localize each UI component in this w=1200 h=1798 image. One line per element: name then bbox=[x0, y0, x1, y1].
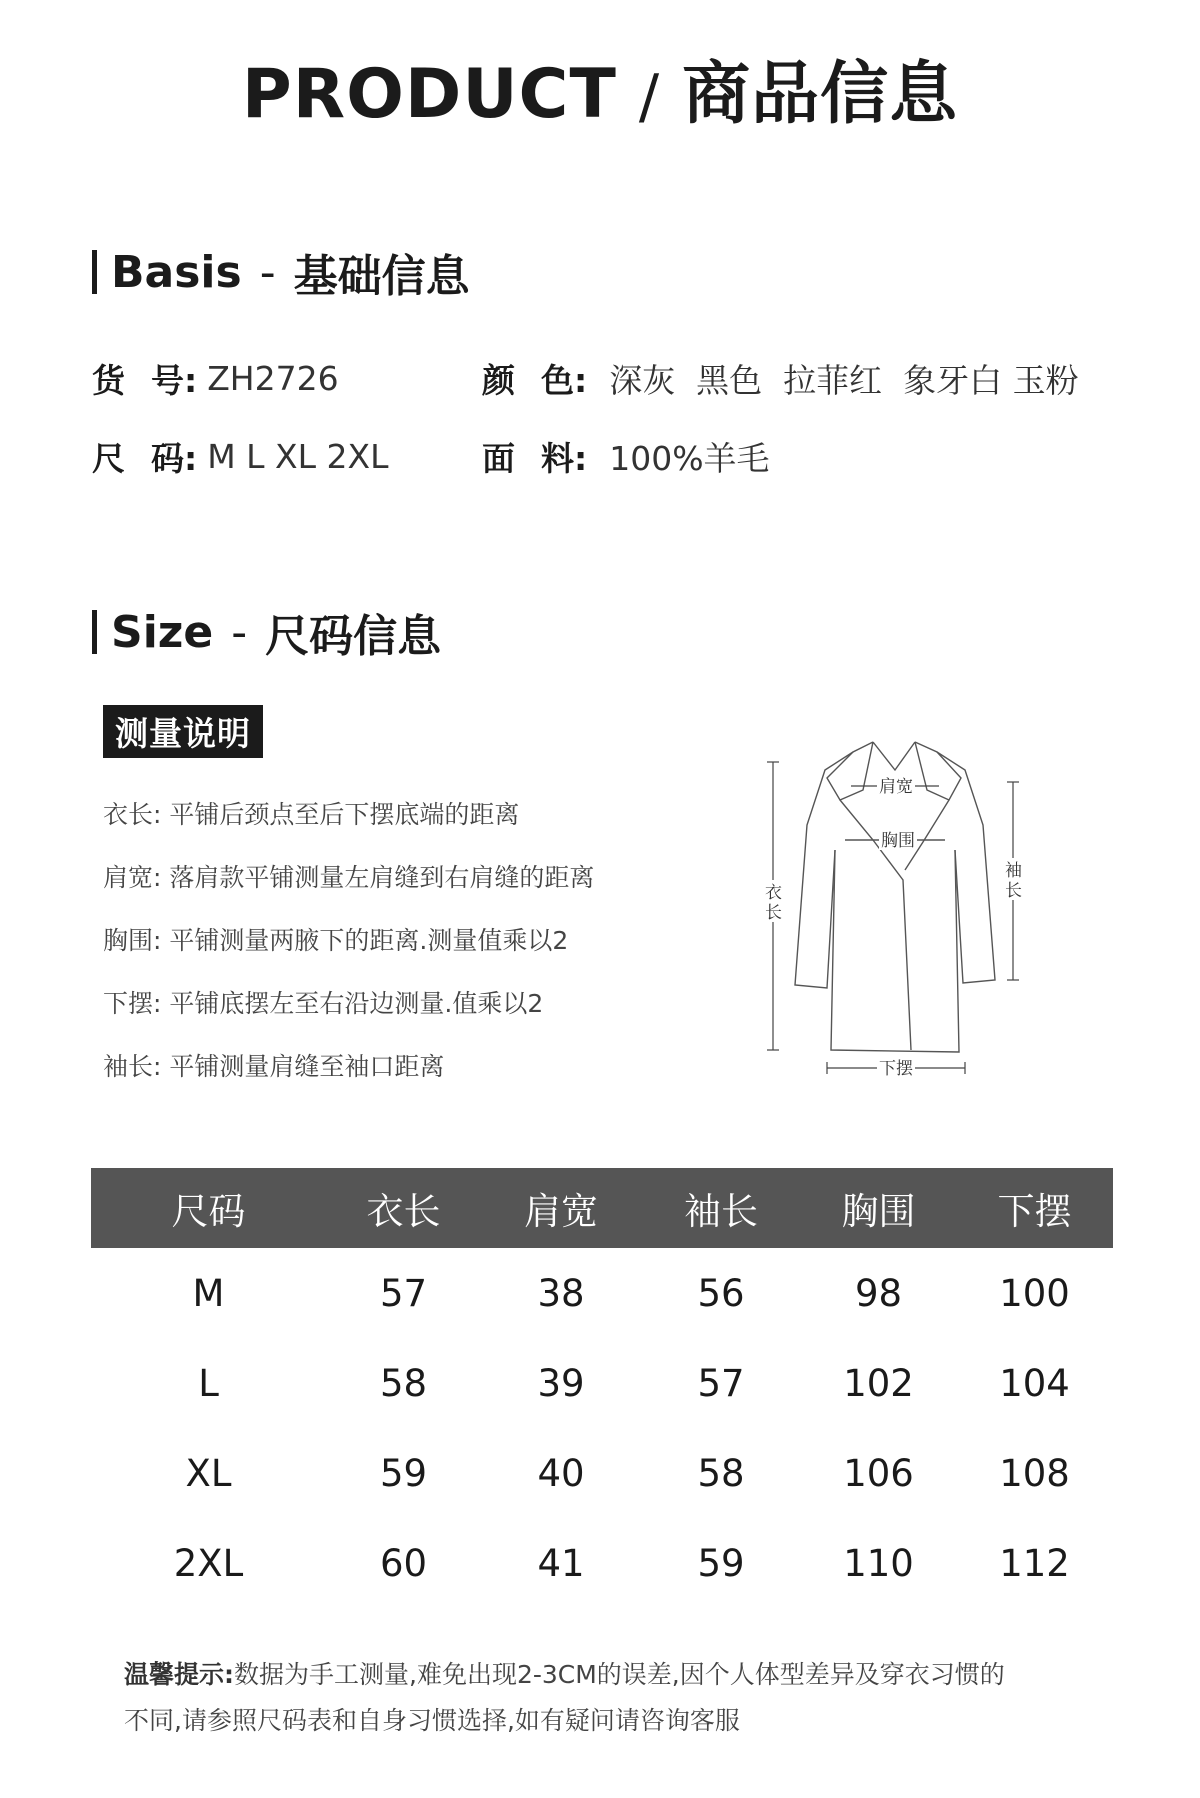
cell-sleeve: 58 bbox=[697, 1451, 745, 1495]
size-title-cn: 尺码信息 bbox=[265, 611, 442, 662]
cell-chest: 102 bbox=[843, 1361, 914, 1405]
cell-shoulder: 39 bbox=[537, 1361, 585, 1405]
header-sleeve: 袖长 bbox=[684, 1190, 758, 1233]
basis-title-dash: - bbox=[259, 246, 276, 298]
cell-length: 60 bbox=[379, 1541, 428, 1585]
measure-item-chest: 胸围: 平铺测量两腋下的距离.测量值乘以2 bbox=[103, 926, 569, 955]
cell-length: 58 bbox=[379, 1361, 428, 1405]
header-size: 尺码 bbox=[171, 1190, 246, 1233]
page-title-en: PRODUCT bbox=[241, 55, 617, 134]
sku-label: 货 号: bbox=[92, 360, 198, 400]
basis-section-heading bbox=[92, 240, 470, 304]
size-table-header bbox=[91, 1168, 1113, 1248]
cell-shoulder: 38 bbox=[537, 1271, 585, 1315]
cell-size: M bbox=[192, 1271, 225, 1315]
tip-text bbox=[124, 1652, 1104, 1744]
measure-item-length: 衣长: 平铺后颈点至后下摆底端的距离 bbox=[103, 800, 520, 829]
sku-value: ZH2726 bbox=[207, 358, 339, 398]
cell-hem: 108 bbox=[999, 1451, 1070, 1495]
basis-title-en: Basis bbox=[111, 246, 242, 298]
fabric-row bbox=[482, 436, 770, 476]
cell-size: L bbox=[198, 1361, 219, 1405]
fabric-label: 面 料: bbox=[482, 438, 588, 478]
diagram-length-label-a: 衣 bbox=[765, 883, 782, 903]
size-label: 尺 码: bbox=[92, 438, 198, 478]
size-row bbox=[92, 436, 389, 476]
page-title-cn: 商品信息 bbox=[682, 55, 959, 134]
table-row bbox=[91, 1518, 1113, 1608]
coat-diagram bbox=[755, 730, 1035, 1080]
diagram-chest-label: 胸围 bbox=[881, 831, 915, 851]
diagram-length-label-b: 长 bbox=[765, 903, 782, 923]
header-hem: 下摆 bbox=[997, 1190, 1072, 1233]
section-bar bbox=[92, 610, 97, 654]
diagram-sleeve-label-b: 长 bbox=[1005, 881, 1022, 901]
header-length: 衣长 bbox=[366, 1190, 441, 1233]
table-row bbox=[91, 1428, 1113, 1518]
tip-label: 温馨提示: bbox=[124, 1660, 234, 1689]
measure-item-sleeve: 袖长: 平铺测量肩缝至袖口距离 bbox=[103, 1052, 445, 1081]
size-section-heading bbox=[92, 600, 441, 664]
cell-shoulder: 40 bbox=[537, 1451, 585, 1495]
cell-length: 59 bbox=[379, 1451, 428, 1495]
tip-line-1: 数据为手工测量,难免出现2-3CM的误差,因个人体型差异及穿衣习惯的 bbox=[234, 1660, 1005, 1689]
diagram-hem-label: 下摆 bbox=[879, 1059, 913, 1079]
section-bar bbox=[92, 250, 97, 294]
cell-chest: 110 bbox=[843, 1541, 914, 1585]
cell-shoulder: 41 bbox=[537, 1541, 585, 1585]
diagram-sleeve-label-a: 袖 bbox=[1005, 861, 1022, 881]
size-title-dash: - bbox=[231, 606, 248, 658]
cell-length: 57 bbox=[379, 1271, 428, 1315]
page-title bbox=[0, 40, 1200, 137]
table-row bbox=[91, 1248, 1113, 1338]
cell-hem: 112 bbox=[999, 1541, 1070, 1585]
color-value: 深灰 黑色 拉菲红 象牙白 玉粉 bbox=[609, 360, 1079, 400]
measure-item-hem: 下摆: 平铺底摆左至右沿边测量.值乘以2 bbox=[103, 989, 544, 1018]
cell-chest: 98 bbox=[854, 1271, 903, 1315]
cell-sleeve: 59 bbox=[697, 1541, 745, 1585]
cell-size: XL bbox=[185, 1451, 232, 1495]
measure-item-shoulder: 肩宽: 落肩款平铺测量左肩缝到右肩缝的距离 bbox=[103, 863, 595, 892]
header-chest: 胸围 bbox=[841, 1190, 916, 1233]
cell-sleeve: 56 bbox=[697, 1271, 745, 1315]
size-table bbox=[91, 1168, 1113, 1608]
table-row bbox=[91, 1338, 1113, 1428]
cell-sleeve: 57 bbox=[697, 1361, 745, 1405]
cell-hem: 104 bbox=[999, 1361, 1070, 1405]
cell-size: 2XL bbox=[173, 1541, 244, 1585]
page-title-separator: / bbox=[638, 62, 661, 132]
color-row bbox=[482, 358, 1079, 398]
size-value: M L XL 2XL bbox=[207, 436, 389, 476]
measurement-tag: 测量说明 bbox=[103, 705, 263, 758]
cell-hem: 100 bbox=[999, 1271, 1070, 1315]
diagram-shoulder-label: 肩宽 bbox=[879, 777, 913, 797]
size-title-en: Size bbox=[111, 606, 214, 658]
color-label: 颜 色: bbox=[482, 360, 588, 400]
header-shoulder: 肩宽 bbox=[524, 1190, 598, 1233]
cell-chest: 106 bbox=[843, 1451, 914, 1495]
basis-title-cn: 基础信息 bbox=[293, 251, 470, 302]
sku-row bbox=[92, 358, 339, 398]
fabric-value: 100%羊毛 bbox=[609, 438, 770, 478]
tip-line-2: 不同,请参照尺码表和自身习惯选择,如有疑问请咨询客服 bbox=[124, 1706, 740, 1735]
